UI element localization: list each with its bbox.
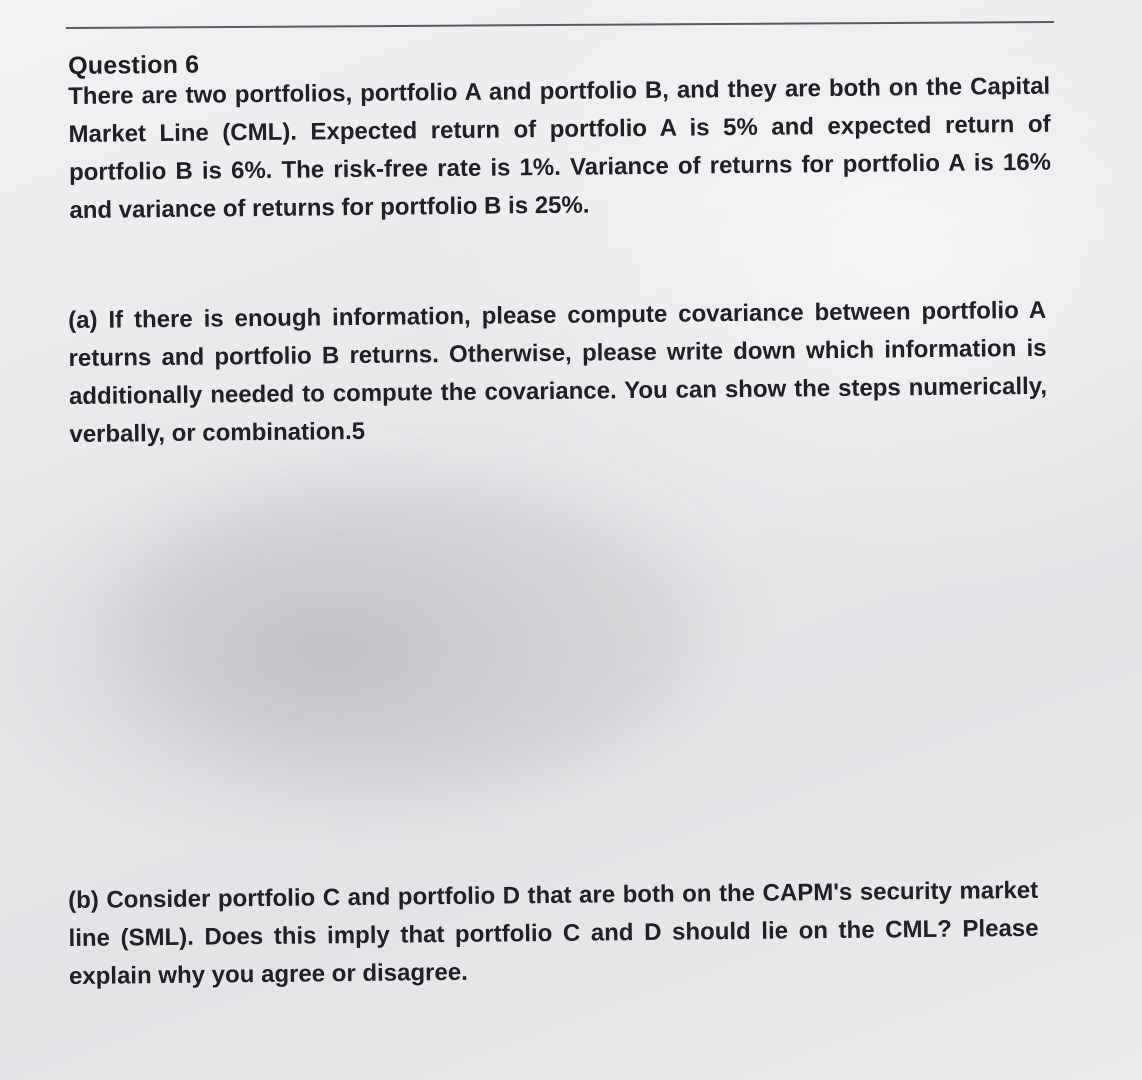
- part-b-text: (b) Consider portfolio C and portfolio D that are both on the CAPM's security market line (SML). Does this imply that portfolio C and D should lie on the CML? Please explain why you agree or disagree.: [68, 876, 1039, 990]
- top-rule-line: [66, 21, 1054, 29]
- part-a-text: (a) If there is enough information, please compute covariance between portfolio A returns and portfolio B returns. Otherwise, please write down which information is additionally needed to compute the covariance. You can show the steps numerically, verbally, or combination.5: [68, 296, 1048, 448]
- shadow-smudge: [120, 480, 720, 780]
- question-intro: There are two portfolios, portfolio A and portfolio B, and they are both on the Capital Market Line (CML). Expected return of portfolio A is 5% and expected return of portfolio B is 6%. The risk-free rate is 1%. Variance of returns for portfolio A is 16% and variance of returns for portfolio B is 25%.: [68, 72, 1052, 224]
- question-title: Question 6: [68, 50, 200, 80]
